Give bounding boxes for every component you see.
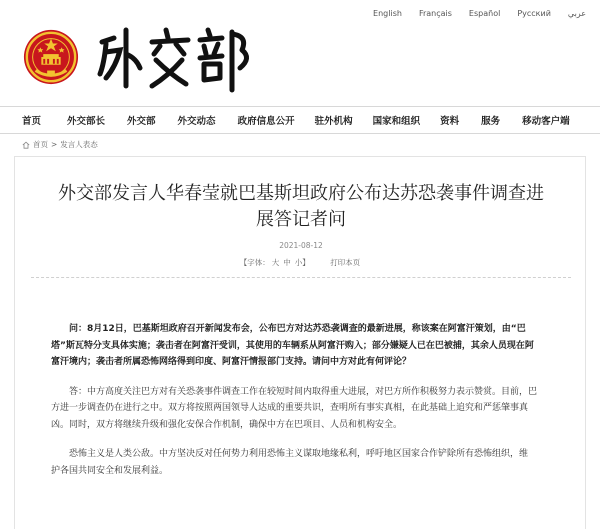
paragraph-line: 塔”斯瓦特分支具体实施；袭击者在阿富汗受训，其使用的车辆系从阿富汗购入；部分嫌疑人已在巴被捕，其余人员现在阿 bbox=[51, 340, 534, 351]
nav-item-gov-info[interactable]: 政府信息公开 bbox=[237, 116, 295, 127]
article-date: 2021-08-12 bbox=[279, 241, 323, 250]
paragraph-line: 恐怖主义是人类公敌。中方坚决反对任何势力利用恐怖主义谋取地缘私利，呼吁地区国家合作铲除所有恐怖组织，维 bbox=[69, 449, 529, 459]
home-icon bbox=[22, 141, 30, 149]
lang-english-link[interactable]: English bbox=[373, 9, 402, 18]
nav-item-minister[interactable]: 外交部长 bbox=[67, 116, 106, 127]
lang-russian-link[interactable]: Русский bbox=[517, 9, 551, 18]
paragraph-line: 方进一步调查仍在进行之中。双方将按照两国领导人达成的重要共识，查明所有事实真相，在此基础上追究和严惩肇事真 bbox=[51, 403, 529, 413]
nav-item-countries[interactable]: 国家和组织 bbox=[372, 116, 421, 127]
print-page-link[interactable]: 打印本页 bbox=[330, 258, 361, 267]
nav-item-home[interactable]: 首页 bbox=[22, 116, 42, 127]
ministry-calligraphy-logo[interactable] bbox=[96, 24, 256, 94]
article-title-line: 展答记者问 bbox=[256, 209, 346, 230]
nav-item-missions[interactable]: 驻外机构 bbox=[314, 116, 353, 127]
article-tools bbox=[15, 257, 587, 268]
answer-paragraph bbox=[51, 384, 563, 434]
breadcrumb-current[interactable]: 发言人表态 bbox=[60, 140, 98, 149]
paragraph-line: 凶。同时，双方将继续升级和强化安保合作机制，确保中方在巴项目、人员和机构安全。 bbox=[51, 419, 403, 430]
nav-item-materials[interactable]: 资料 bbox=[440, 116, 460, 127]
lang-spanish-link[interactable]: Español bbox=[468, 9, 501, 18]
font-medium-button[interactable]: 中 bbox=[283, 258, 291, 267]
main-nav bbox=[0, 106, 600, 134]
national-emblem-icon[interactable] bbox=[22, 28, 80, 86]
lang-arabic-link[interactable]: عربي bbox=[567, 9, 586, 18]
nav-item-mobile-client[interactable]: 移动客户端 bbox=[522, 116, 570, 127]
closing-paragraph bbox=[51, 446, 563, 479]
breadcrumb-home-link[interactable]: 首页 bbox=[33, 140, 48, 149]
question-paragraph bbox=[51, 321, 563, 371]
font-size-label: 【字体： bbox=[239, 258, 270, 267]
paragraph-line: 问：8月12日，巴基斯坦政府召开新闻发布会，公布巴方对达苏恐袭调查的最新进展，称该案在阿富汗策划，由“巴 bbox=[69, 324, 526, 334]
font-small-button[interactable]: 小】 bbox=[294, 258, 310, 267]
paragraph-line: 富汗境内；袭击者所属恐怖网络得到印度、阿富汗情报部门支持。请问中方对此有何评论？ bbox=[51, 357, 412, 367]
article-title-line: 外交部发言人华春莹就巴基斯坦政府公布达苏恐袭事件调查进 bbox=[58, 183, 544, 204]
paragraph-line: 护各国共同安全和发展利益。 bbox=[51, 465, 169, 476]
breadcrumb bbox=[22, 139, 98, 150]
article-card bbox=[14, 156, 586, 529]
paragraph-line: 答：中方高度关注巴方对有关恐袭事件调查工作在较短时间内取得重大进展，对巴方所作积极努力表示赞赏。目前，巴 bbox=[69, 386, 538, 397]
lang-french-link[interactable]: Français bbox=[418, 9, 452, 18]
article-title bbox=[15, 181, 587, 233]
nav-item-ministry[interactable]: 外交部 bbox=[127, 116, 156, 127]
breadcrumb-separator: > bbox=[51, 140, 58, 149]
language-bar bbox=[373, 9, 586, 18]
article-body bbox=[51, 321, 563, 492]
nav-item-diplomatic-news[interactable]: 外交动态 bbox=[177, 116, 216, 127]
font-large-button[interactable]: 大 bbox=[271, 258, 280, 267]
title-divider bbox=[31, 277, 571, 278]
nav-item-services[interactable]: 服务 bbox=[481, 116, 501, 127]
